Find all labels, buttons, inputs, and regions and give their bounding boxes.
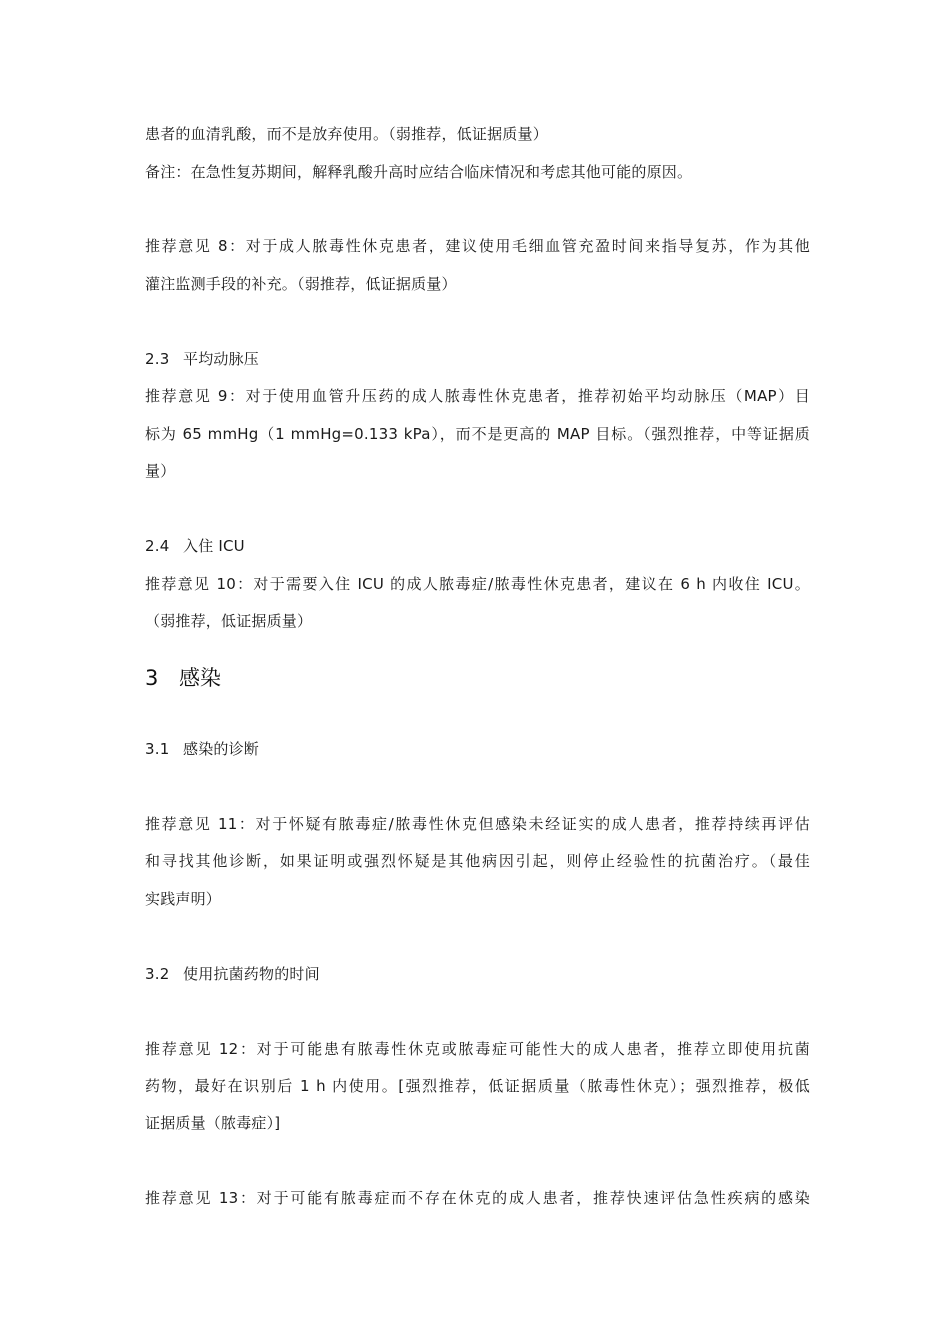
section-heading-2-4	[145, 536, 810, 556]
section-number: 2.3	[145, 350, 170, 368]
chapter-number: 3	[145, 666, 159, 690]
section-title: 平均动脉压	[183, 350, 260, 368]
section-title: 感染的诊断	[183, 740, 260, 758]
chapter-heading-3	[145, 664, 221, 692]
paragraph-line: 患者的血清乳酸，而不是放弃使用。（弱推荐，低证据质量）	[145, 125, 548, 143]
recommendation-11-line: 推荐意见 11：对于怀疑有脓毒症/脓毒性休克但感染未经证实的成人患者，推荐持续再评估	[145, 815, 810, 833]
recommendation-10-line: 推荐意见 10：对于需要入住 ICU 的成人脓毒症/脓毒性休克患者，建议在 6 h 内收住 ICU。	[145, 575, 810, 593]
recommendation-11-line: 实践声明）	[145, 890, 222, 908]
recommendation-13-line: 推荐意见 13：对于可能有脓毒症而不存在休克的成人患者，推荐快速评估急性疾病的感染	[145, 1189, 810, 1207]
recommendation-9-line: 推荐意见 9：对于使用血管升压药的成人脓毒性休克患者，推荐初始平均动脉压（MAP）目	[145, 387, 810, 405]
recommendation-12-line: 证据质量（脓毒症）]	[145, 1114, 281, 1132]
section-title: 使用抗菌药物的时间	[183, 965, 320, 983]
section-number: 2.4	[145, 537, 170, 555]
note-line: 备注：在急性复苏期间，解释乳酸升高时应结合临床情况和考虑其他可能的原因。	[145, 163, 693, 181]
recommendation-8-line: 灌注监测手段的补充。（弱推荐，低证据质量）	[145, 275, 457, 293]
recommendation-12-line: 药物，最好在识别后 1 h 内使用。[强烈推荐，低证据质量（脓毒性休克）；强烈推荐，极低	[145, 1077, 810, 1095]
section-heading-3-1	[145, 739, 810, 759]
section-heading-2-3	[145, 349, 810, 369]
recommendation-11-line: 和寻找其他诊断，如果证明或强烈怀疑是其他病因引起，则停止经验性的抗菌治疗。（最佳	[145, 852, 810, 870]
chapter-title: 感染	[179, 666, 221, 690]
recommendation-8-line: 推荐意见 8：对于成人脓毒性休克患者，建议使用毛细血管充盈时间来指导复苏，作为其他	[145, 237, 810, 255]
recommendation-9-line: 标为 65 mmHg（1 mmHg=0.133 kPa），而不是更高的 MAP 目标。（强烈推荐，中等证据质	[145, 425, 810, 443]
section-heading-3-2	[145, 964, 810, 984]
section-number: 3.2	[145, 965, 170, 983]
section-number: 3.1	[145, 740, 170, 758]
recommendation-9-line: 量）	[145, 462, 176, 480]
section-title: 入住 ICU	[183, 537, 245, 555]
recommendation-10-line: （弱推荐，低证据质量）	[145, 612, 313, 630]
recommendation-12-line: 推荐意见 12：对于可能患有脓毒性休克或脓毒症可能性大的成人患者，推荐立即使用抗菌	[145, 1040, 810, 1058]
